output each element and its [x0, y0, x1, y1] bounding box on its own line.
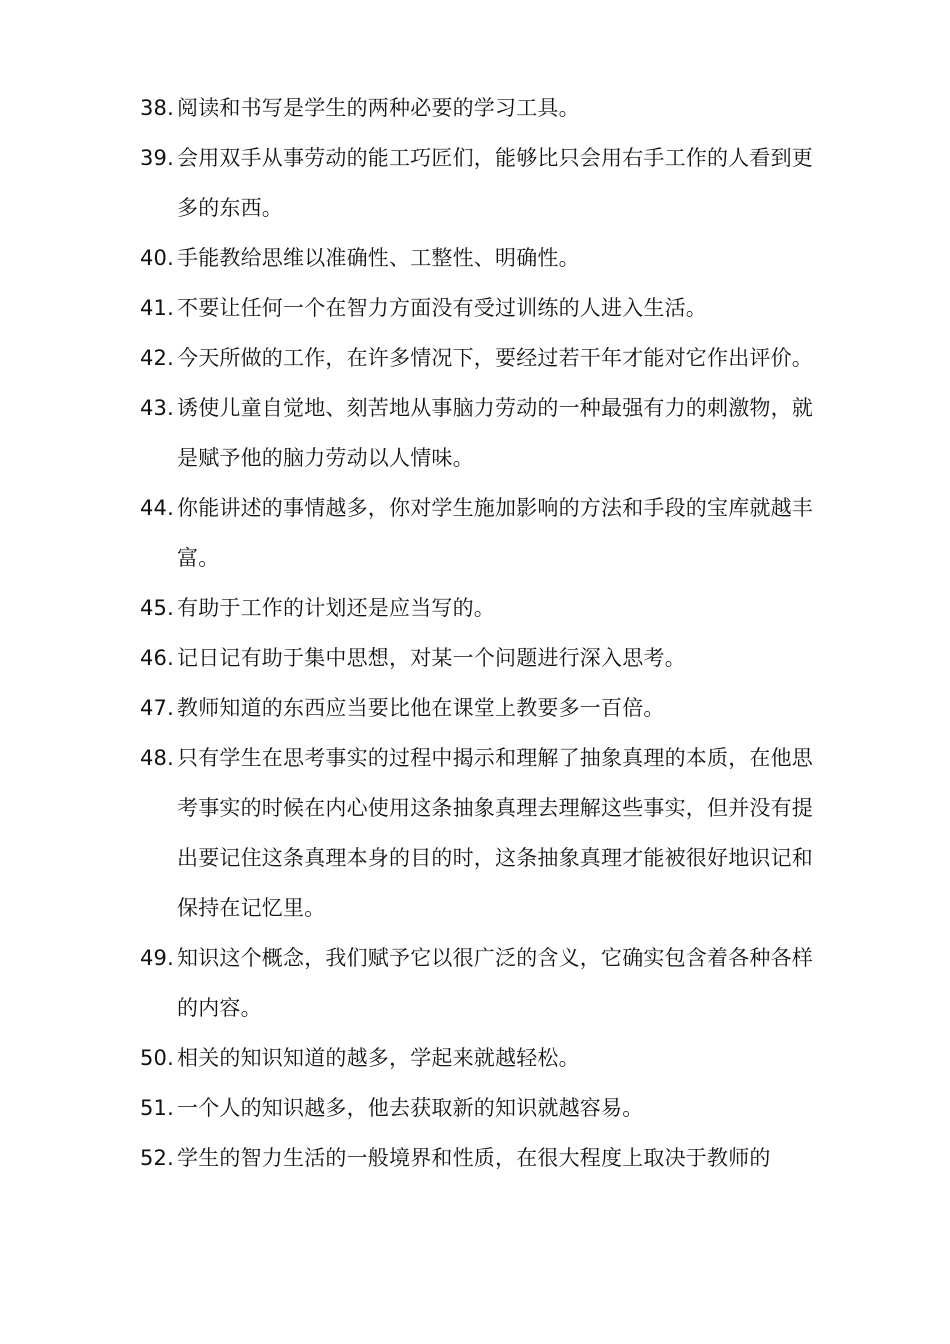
list-item	[140, 283, 820, 333]
list-item	[140, 133, 820, 233]
item-text: 你能讲述的事情越多，你对学生施加影响的方法和手段的宝库就越丰富。	[177, 496, 813, 570]
list-item	[140, 233, 820, 283]
item-text: 教师知道的东西应当要比他在课堂上教要多一百倍。	[177, 696, 665, 720]
item-text: 有助于工作的计划还是应当写的。	[177, 596, 495, 620]
item-number: 38.	[140, 96, 174, 120]
item-number: 43.	[140, 396, 174, 420]
item-text: 学生的智力生活的一般境界和性质，在很大程度上取决于教师的	[177, 1146, 771, 1170]
item-text: 会用双手从事劳动的能工巧匠们，能够比只会用右手工作的人看到更多的东西。	[177, 146, 813, 220]
list-item	[140, 683, 820, 733]
item-text: 今天所做的工作，在许多情况下，要经过若干年才能对它作出评价。	[177, 346, 813, 370]
item-text: 相关的知识知道的越多，学起来就越轻松。	[177, 1046, 580, 1070]
item-text: 记日记有助于集中思想，对某一个问题进行深入思考。	[177, 646, 686, 670]
list-item	[140, 483, 820, 583]
list-item	[140, 933, 820, 1033]
list-item	[140, 583, 820, 633]
item-text: 阅读和书写是学生的两种必要的学习工具。	[177, 96, 580, 120]
list-item	[140, 83, 820, 133]
item-number: 46.	[140, 646, 174, 670]
item-number: 52.	[140, 1146, 174, 1170]
item-text: 一个人的知识越多，他去获取新的知识就越容易。	[177, 1096, 644, 1120]
item-text: 只有学生在思考事实的过程中揭示和理解了抽象真理的本质，在他思考事实的时候在内心使用这条抽象真理去理解这些事实，但并没有提出要记住这条真理本身的目的时，这条抽象真理才能被很好地识记和保持在记忆里。	[177, 746, 813, 920]
list-item	[140, 383, 820, 483]
item-number: 50.	[140, 1046, 174, 1070]
item-text: 知识这个概念，我们赋予它以很广泛的含义，它确实包含着各种各样的内容。	[177, 946, 813, 1020]
list-item	[140, 1083, 820, 1133]
item-number: 48.	[140, 746, 174, 770]
item-number: 51.	[140, 1096, 174, 1120]
list-item	[140, 333, 820, 383]
list-item	[140, 1033, 820, 1083]
item-text: 诱使儿童自觉地、刻苦地从事脑力劳动的一种最强有力的刺激物，就是赋予他的脑力劳动以人情味。	[177, 396, 813, 470]
item-number: 44.	[140, 496, 174, 520]
list-item	[140, 733, 820, 933]
item-number: 39.	[140, 146, 174, 170]
item-number: 47.	[140, 696, 174, 720]
item-number: 45.	[140, 596, 174, 620]
item-text: 不要让任何一个在智力方面没有受过训练的人进入生活。	[177, 296, 707, 320]
list-item	[140, 633, 820, 683]
item-text: 手能教给思维以准确性、工整性、明确性。	[177, 246, 580, 270]
item-number: 42.	[140, 346, 174, 370]
item-number: 49.	[140, 946, 174, 970]
list-item	[140, 1133, 820, 1183]
item-number: 41.	[140, 296, 174, 320]
item-number: 40.	[140, 246, 174, 270]
quote-list	[140, 83, 820, 1183]
